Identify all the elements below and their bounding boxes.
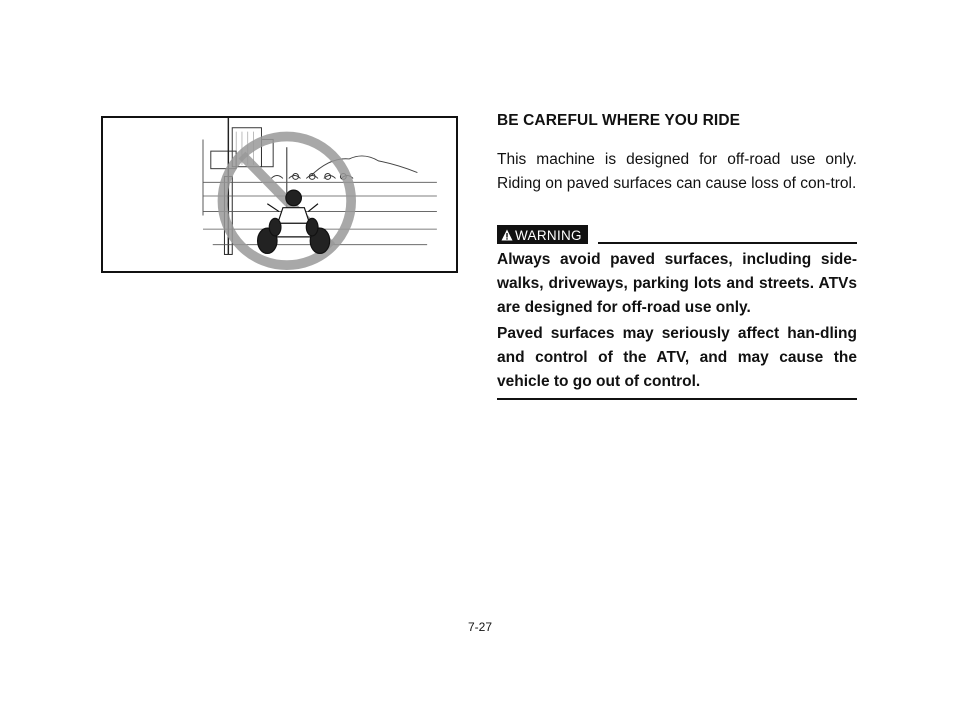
warning-top-rule [598,242,857,244]
warning-paragraph: Paved surfaces may seriously affect han-dling and control of the ATV, and may cause the vehicle to go out of control. [497,325,857,390]
page-number: 7-27 [467,620,493,634]
warning-label: WARNING [515,227,582,243]
no-atv-on-pavement-illustration [101,116,458,273]
warning-bottom-rule [497,398,857,400]
warning-body [497,248,857,394]
warning-triangle-icon [501,229,513,241]
warning-paragraph: Always avoid paved surfaces, including side-walks, driveways, parking lots and streets. ATVs are designed for off-road use only. [497,251,857,316]
intro-text: This machine is designed for off-road use only. Riding on paved surfaces can cause loss of con-trol. [497,151,857,192]
warning-header [497,222,857,244]
warning-badge [497,225,588,244]
section-heading: BE CAREFUL WHERE YOU RIDE [497,112,741,129]
main-content [497,112,857,400]
